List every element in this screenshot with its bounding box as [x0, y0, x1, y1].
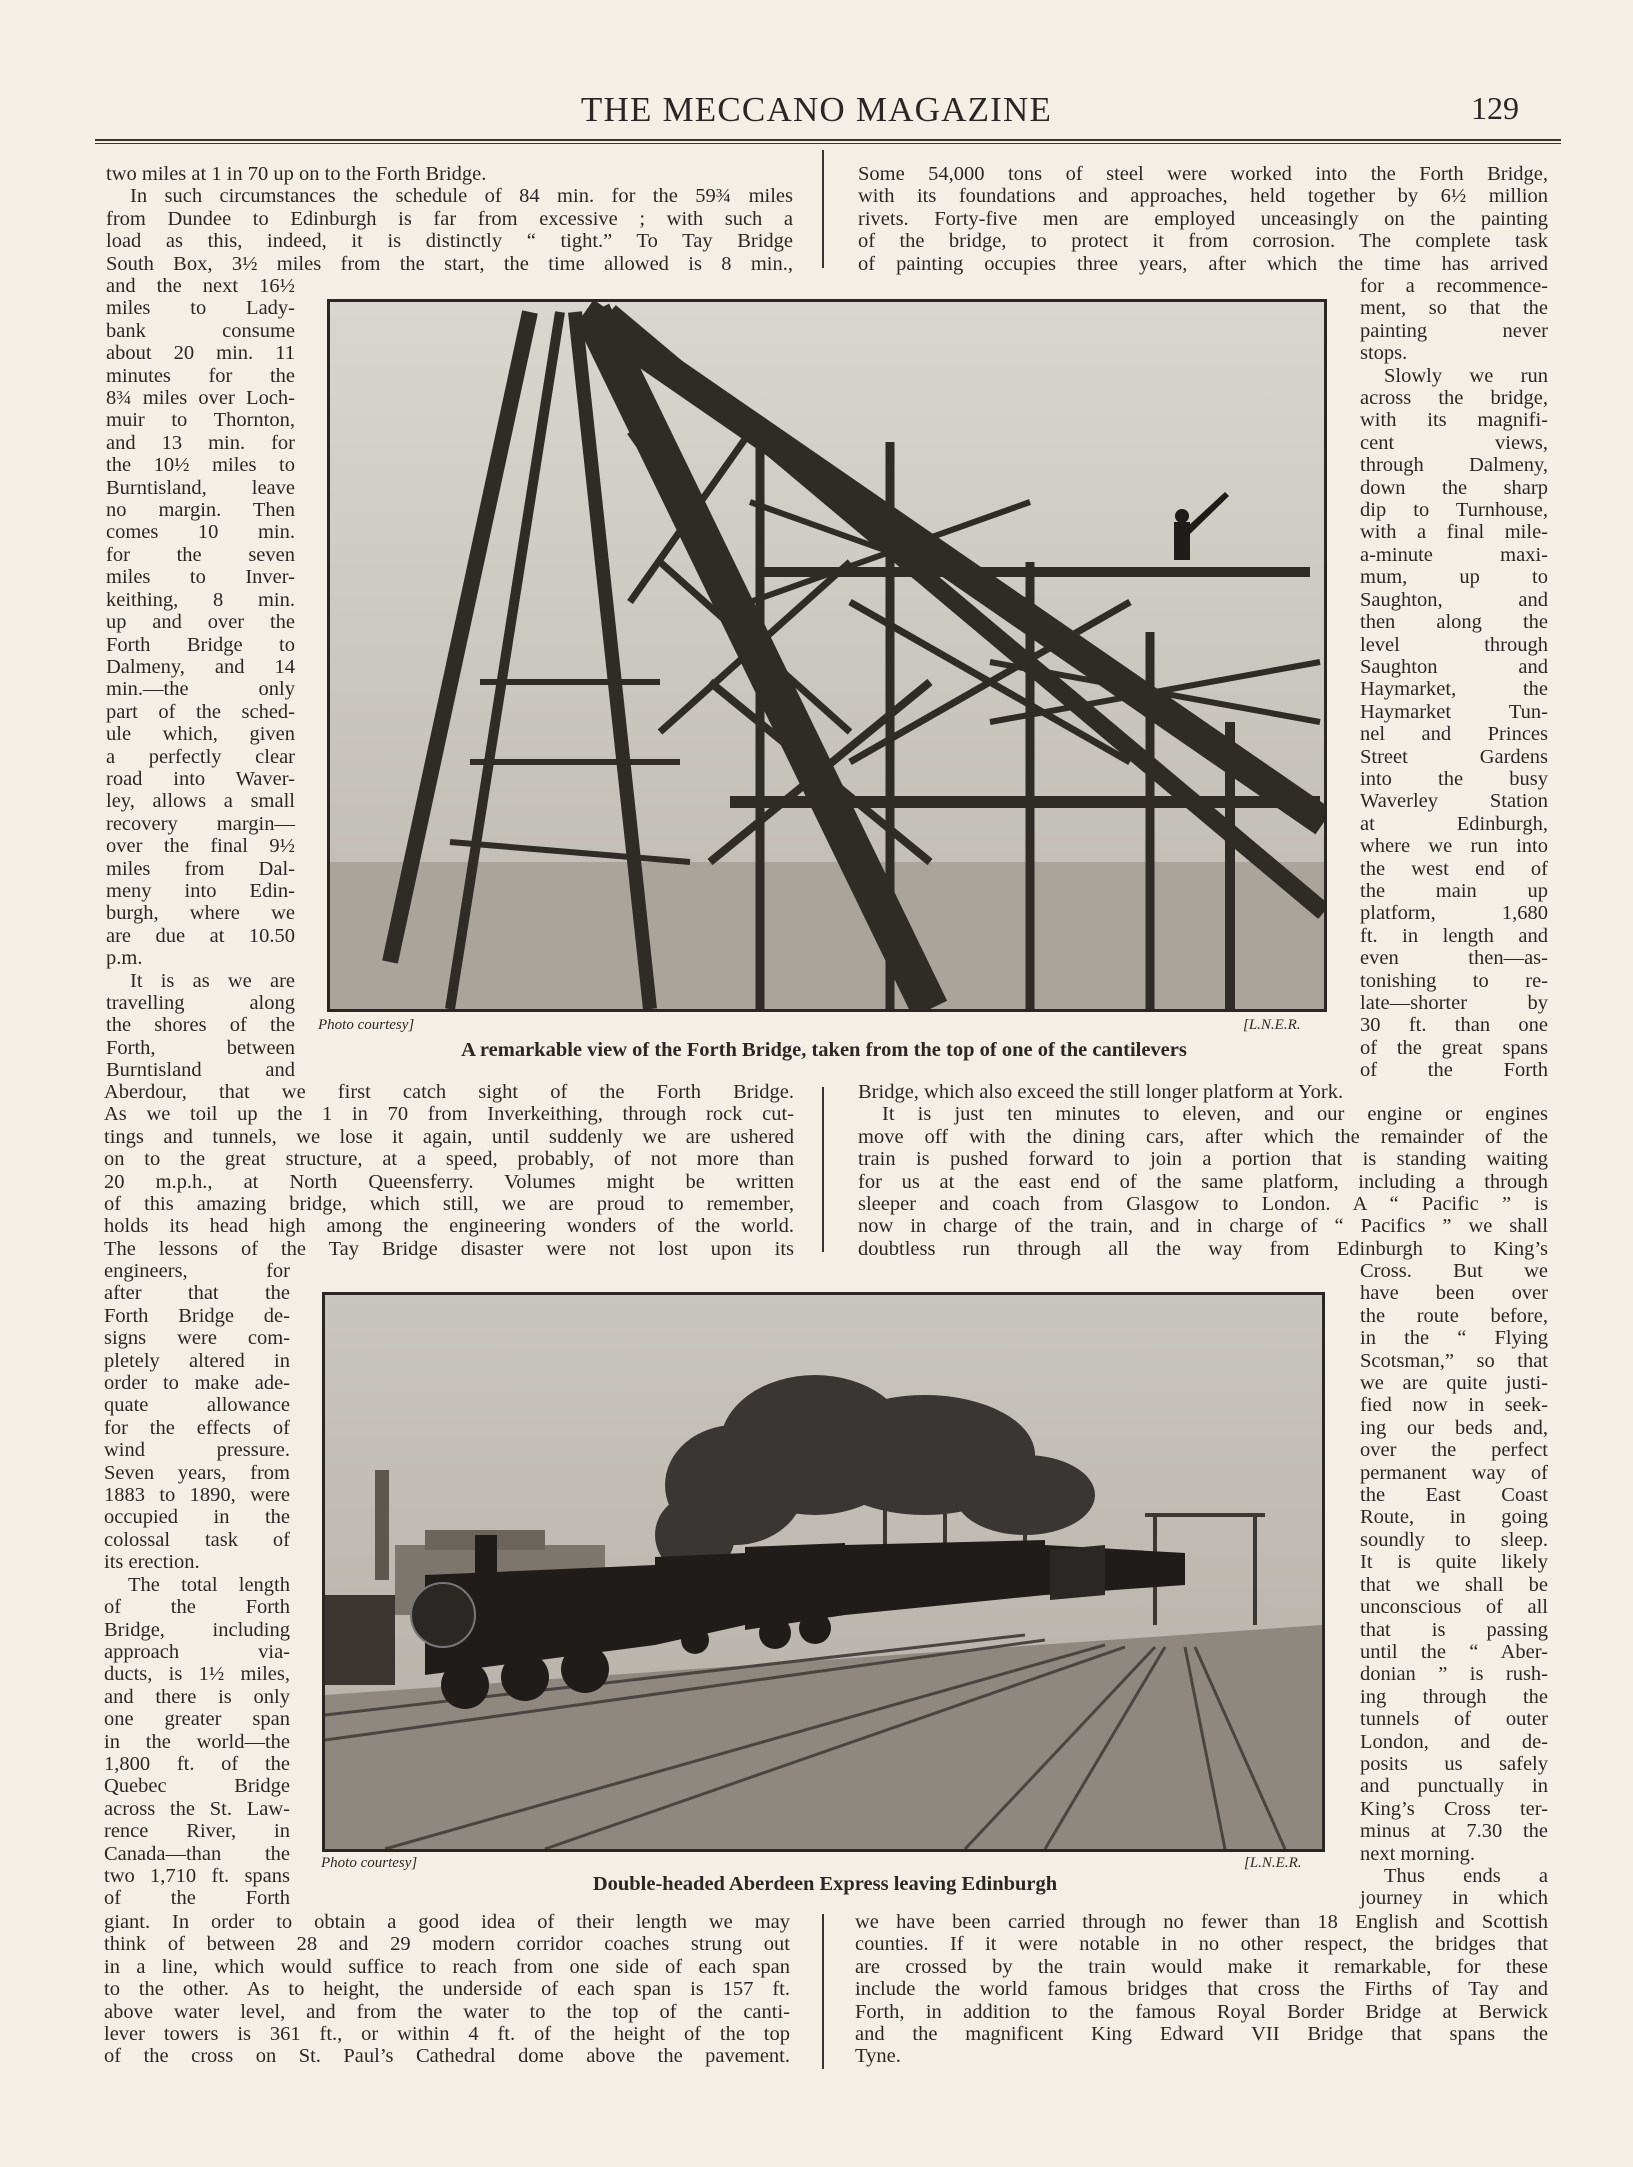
- text-line: to the other. As to height, the underside of each span is 157 ft.: [104, 1978, 790, 2001]
- text-line: rence River, in: [104, 1820, 290, 1843]
- text-line: The lessons of the Tay Bridge disaster were not lost upon its: [104, 1237, 794, 1260]
- text-line: from Dundee to Edinburgh is far from excessive ; with such a: [106, 207, 793, 230]
- text-line: and punctually in: [1360, 1775, 1548, 1798]
- text-line: Slowly we run: [1384, 364, 1548, 387]
- text-line: then along the: [1360, 611, 1548, 634]
- text-line: two miles at 1 in 70 up on to the Forth Bridge.: [106, 163, 487, 185]
- text-line: 20 m.p.h., at North Queensferry. Volumes might be written: [104, 1170, 794, 1193]
- text-line: ment, so that the: [1360, 297, 1548, 320]
- text-line: Burntisland and: [106, 1059, 295, 1082]
- text-line: the route before,: [1360, 1304, 1548, 1327]
- text-line: 8¾ miles over Loch-: [106, 387, 295, 410]
- text-line: Tyne.: [855, 2045, 901, 2068]
- text-line: of the Forth: [104, 1596, 290, 1619]
- text-line: travelling along: [106, 992, 295, 1014]
- text-line: The total length: [128, 1573, 290, 1596]
- text-line: no margin. Then: [106, 499, 295, 522]
- text-line: Waverley Station: [1360, 790, 1548, 813]
- text-line: nel and Princes: [1360, 723, 1548, 746]
- text-line: the main up: [1360, 879, 1548, 902]
- text-line: 30 ft. than one: [1360, 1014, 1548, 1037]
- text-line: about 20 min. 11: [106, 342, 295, 365]
- text-line: now in charge of the train, and in charge of “ Pacifics ” we shall: [858, 1215, 1548, 1238]
- text-line: up and over the: [106, 611, 295, 634]
- page-number: 129: [1471, 90, 1519, 126]
- text-line: Canada—than the: [104, 1842, 290, 1865]
- text-line: journey in which: [1360, 1887, 1548, 1910]
- text-line: at Edinburgh,: [1360, 812, 1548, 835]
- text-line: rivets. Forty-five men are employed unceasingly on the painting: [858, 207, 1548, 230]
- text-line: sleeper and coach from Glasgow to London. A “ Pacific ” is: [858, 1193, 1548, 1216]
- text-line: 1883 to 1890, were: [104, 1484, 290, 1507]
- text-line: miles from Dal-: [106, 857, 295, 880]
- text-line: 1,800 ft. of the: [104, 1752, 290, 1775]
- text-line: ule which, given: [106, 723, 295, 746]
- column-2-bottom: [855, 1911, 1548, 2068]
- text-line: level through: [1360, 633, 1548, 656]
- text-line: above water level, and from the water to the top of the canti-: [104, 2000, 790, 2023]
- column-1-top: [106, 163, 793, 275]
- text-line: giant. In order to obtain a good idea of their length we may: [104, 1911, 790, 1933]
- text-line: unconscious of all: [1360, 1596, 1548, 1619]
- text-line: through Dalmeny,: [1360, 454, 1548, 477]
- text-line: for a recommence-: [1360, 275, 1548, 297]
- text-line: London, and de-: [1360, 1730, 1548, 1753]
- text-line: Forth, in addition to the famous Royal Border Bridge at Berwick: [855, 2000, 1548, 2023]
- text-line: tonishing to re-: [1360, 969, 1548, 992]
- text-line: Some 54,000 tons of steel were worked into the Forth Bridge,: [858, 163, 1548, 185]
- text-line: ley, allows a small: [106, 790, 295, 813]
- text-line: mum, up to: [1360, 566, 1548, 589]
- text-line: the 10½ miles to: [106, 454, 295, 477]
- text-line: over the perfect: [1360, 1439, 1548, 1462]
- text-line: and the next 16½: [106, 275, 295, 297]
- text-line: part of the sched-: [106, 700, 295, 723]
- text-line: down the sharp: [1360, 476, 1548, 499]
- text-line: tunnels of outer: [1360, 1708, 1548, 1731]
- text-line: in a line, which would suffice to reach from one side of each span: [104, 1955, 790, 1978]
- left-wrap-column-1: [106, 275, 295, 1082]
- text-line: fied now in seek-: [1360, 1394, 1548, 1417]
- text-line: colossal task of: [104, 1528, 290, 1551]
- column-divider: [822, 1914, 824, 2069]
- text-line: Saughton and: [1360, 655, 1548, 678]
- column-divider: [822, 1087, 824, 1252]
- text-line: of the bridge, to protect it from corrosion. The complete task: [858, 230, 1548, 253]
- text-line: two 1,710 ft. spans: [104, 1864, 290, 1887]
- text-line: for us at the east end of the same platform, including a through: [858, 1170, 1548, 1193]
- text-line: load as this, indeed, it is distinctly “ tight.” To Tay Bridge: [106, 230, 793, 253]
- text-line: next morning.: [1360, 1842, 1476, 1865]
- text-line: Saughton, and: [1360, 588, 1548, 611]
- text-line: Route, in going: [1360, 1506, 1548, 1529]
- photo-credit-right: [L.N.E.R.: [1244, 1855, 1302, 1871]
- text-line: posits us safely: [1360, 1752, 1548, 1775]
- text-line: minutes for the: [106, 364, 295, 387]
- text-line: are crossed by the train would make it remarkable, for these: [855, 1955, 1548, 1978]
- text-line: late—shorter by: [1360, 992, 1548, 1014]
- text-line: are due at 10.50: [106, 924, 295, 947]
- photo-credit-right: [L.N.E.R.: [1243, 1017, 1301, 1033]
- magazine-title: THE MECCANO MAGAZINE: [580, 90, 1053, 129]
- text-line: Quebec Bridge: [104, 1775, 290, 1798]
- photo-caption: A remarkable view of the Forth Bridge, taken from the top of one of the cantilevers: [461, 1039, 1187, 1061]
- text-line: tings and tunnels, we lose it again, until suddenly we are ushered: [104, 1125, 794, 1148]
- text-line: South Box, 3½ miles from the start, the time allowed is 8 min.,: [106, 252, 793, 275]
- text-line: comes 10 min.: [106, 521, 295, 544]
- column-divider: [822, 150, 824, 268]
- text-line: It is as we are: [130, 969, 295, 992]
- text-line: think of between 28 and 29 modern corridor coaches strung out: [104, 1933, 790, 1956]
- text-line: we are quite justi-: [1360, 1372, 1548, 1395]
- text-line: and the magnificent King Edward VII Bridge that spans the: [855, 2023, 1548, 2046]
- text-line: miles to Lady-: [106, 297, 295, 320]
- text-line: Burntisland, leave: [106, 476, 295, 499]
- header-rule: [95, 139, 1561, 141]
- text-line: across the St. Law-: [104, 1797, 290, 1820]
- text-line: have been over: [1360, 1282, 1548, 1305]
- text-line: of the cross on St. Paul’s Cathedral dome above the pavement.: [104, 2045, 790, 2068]
- text-line: platform, 1,680: [1360, 902, 1548, 925]
- text-line: of the Forth: [104, 1887, 290, 1910]
- text-line: muir to Thornton,: [106, 409, 295, 432]
- column-2-middle: [858, 1081, 1548, 1260]
- text-line: permanent way of: [1360, 1461, 1548, 1484]
- text-line: even then—as-: [1360, 947, 1548, 970]
- text-line: over the final 9½: [106, 835, 295, 858]
- text-line: and 13 min. for: [106, 431, 295, 454]
- text-line: Cross. But we: [1360, 1260, 1548, 1282]
- text-line: Forth Bridge to: [106, 633, 295, 656]
- text-line: occupied in the: [104, 1506, 290, 1529]
- text-line: the west end of: [1360, 857, 1548, 880]
- text-line: where we run into: [1360, 835, 1548, 858]
- text-line: min.—the only: [106, 678, 295, 701]
- column-1-bottom: [104, 1911, 790, 2068]
- text-line: Bridge, including: [104, 1618, 290, 1641]
- forth-bridge-photo: [327, 299, 1327, 1012]
- text-line: into the busy: [1360, 767, 1548, 790]
- text-line: painting never: [1360, 319, 1548, 342]
- text-line: of this amazing bridge, which still, we are proud to remember,: [104, 1193, 794, 1216]
- right-wrap-column-1: [1360, 275, 1548, 1082]
- text-line: recovery margin—: [106, 812, 295, 835]
- text-line: the East Coast: [1360, 1484, 1548, 1507]
- text-line: Bridge, which also exceed the still longer platform at York.: [858, 1081, 1344, 1103]
- photo-credit-left: Photo courtesy]: [318, 1017, 415, 1033]
- column-1-middle: [104, 1081, 794, 1260]
- text-line: Thus ends a: [1384, 1864, 1548, 1887]
- text-line: It is quite likely: [1360, 1551, 1548, 1574]
- photo-caption: Double-headed Aberdeen Express leaving Edinburgh: [592, 1873, 1058, 1895]
- text-line: Aberdour, that we first catch sight of the Forth Bridge.: [104, 1081, 794, 1103]
- text-line: burgh, where we: [106, 902, 295, 925]
- text-line: As we toil up the 1 in 70 from Inverkeithing, through rock cut-: [104, 1103, 794, 1126]
- text-line: approach via-: [104, 1640, 290, 1663]
- text-line: Street Gardens: [1360, 745, 1548, 768]
- text-line: holds its head high among the engineering wonders of the world.: [104, 1215, 794, 1238]
- photo-credit-left: Photo courtesy]: [321, 1855, 418, 1871]
- text-line: a perfectly clear: [106, 745, 295, 768]
- text-line: Forth, between: [106, 1036, 295, 1059]
- text-line: minus at 7.30 the: [1360, 1820, 1548, 1843]
- text-line: the shores of the: [106, 1014, 295, 1037]
- text-line: ing our beds and,: [1360, 1416, 1548, 1439]
- text-line: its erection.: [104, 1551, 200, 1574]
- text-line: train is pushed forward to join a portion that is standing waiting: [858, 1148, 1548, 1171]
- text-line: ing through the: [1360, 1685, 1548, 1708]
- left-wrap-column-2: [104, 1260, 290, 1910]
- text-line: with its magnifi-: [1360, 409, 1548, 432]
- text-line: in the world—the: [104, 1730, 290, 1753]
- text-line: counties. If it were notable in no other respect, the bridges that: [855, 1933, 1548, 1956]
- text-line: Dalmeny, and 14: [106, 655, 295, 678]
- column-2-top: [858, 163, 1548, 275]
- text-line: across the bridge,: [1360, 387, 1548, 410]
- text-line: for the effects of: [104, 1416, 290, 1439]
- text-line: Seven years, from: [104, 1461, 290, 1484]
- text-line: ducts, is 1½ miles,: [104, 1663, 290, 1686]
- text-line: keithing, 8 min.: [106, 588, 295, 611]
- text-line: on to the great structure, at a speed, probably, of not more than: [104, 1148, 794, 1171]
- text-line: In such circumstances the schedule of 84 min. for the 59¾ miles: [130, 185, 793, 208]
- text-line: soundly to sleep.: [1360, 1528, 1548, 1551]
- text-line: order to make ade-: [104, 1372, 290, 1395]
- text-line: and there is only: [104, 1685, 290, 1708]
- text-line: include the world famous bridges that cross the Firths of Tay and: [855, 1978, 1548, 2001]
- text-line: donian ” is rush-: [1360, 1663, 1548, 1686]
- text-line: signs were com-: [104, 1327, 290, 1350]
- text-line: that we shall be: [1360, 1573, 1548, 1596]
- text-line: stops.: [1360, 342, 1408, 365]
- text-line: engineers, for: [104, 1260, 290, 1282]
- express-train-illustration: [325, 1295, 1322, 1849]
- text-line: move off with the dining cars, after which the remainder of the: [858, 1125, 1548, 1148]
- text-line: dip to Turnhouse,: [1360, 499, 1548, 522]
- text-line: meny into Edin-: [106, 879, 295, 902]
- text-line: quate allowance: [104, 1394, 290, 1417]
- aberdeen-express-photo: [322, 1292, 1325, 1852]
- text-line: Forth Bridge de-: [104, 1304, 290, 1327]
- text-line: Haymarket Tun-: [1360, 700, 1548, 723]
- text-line: miles to Inver-: [106, 566, 295, 589]
- text-line: King’s Cross ter-: [1360, 1797, 1548, 1820]
- text-line: of the great spans: [1360, 1036, 1548, 1059]
- text-line: lever towers is 361 ft., or within 4 ft. of the height of the top: [104, 2023, 790, 2046]
- text-line: p.m.: [106, 947, 143, 970]
- text-line: pletely altered in: [104, 1349, 290, 1372]
- text-line: It is just ten minutes to eleven, and our engine or engines: [882, 1103, 1548, 1126]
- text-line: after that the: [104, 1282, 290, 1305]
- text-line: doubtless run through all the way from Edinburgh to King’s: [858, 1237, 1548, 1260]
- text-line: wind pressure.: [104, 1439, 290, 1462]
- forth-bridge-illustration: [330, 302, 1324, 1009]
- text-line: Haymarket, the: [1360, 678, 1548, 701]
- text-line: one greater span: [104, 1708, 290, 1731]
- text-line: of painting occupies three years, after which the time has arrived: [858, 252, 1548, 275]
- text-line: Scotsman,” so that: [1360, 1349, 1548, 1372]
- text-line: road into Waver-: [106, 767, 295, 790]
- text-line: in the “ Flying: [1360, 1327, 1548, 1350]
- text-line: bank consume: [106, 319, 295, 342]
- text-line: until the “ Aber-: [1360, 1640, 1548, 1663]
- text-line: with its foundations and approaches, held together by 6½ million: [858, 185, 1548, 208]
- header-rule-thin: [95, 143, 1561, 144]
- right-wrap-column-2: [1360, 1260, 1548, 1910]
- text-line: that is passing: [1360, 1618, 1548, 1641]
- text-line: for the seven: [106, 543, 295, 566]
- text-line: with a final mile-: [1360, 521, 1548, 544]
- text-line: ft. in length and: [1360, 924, 1548, 947]
- text-line: of the Forth: [1360, 1059, 1548, 1082]
- text-line: we have been carried through no fewer than 18 English and Scottish: [855, 1911, 1548, 1933]
- text-line: cent views,: [1360, 431, 1548, 454]
- text-line: a-minute maxi-: [1360, 543, 1548, 566]
